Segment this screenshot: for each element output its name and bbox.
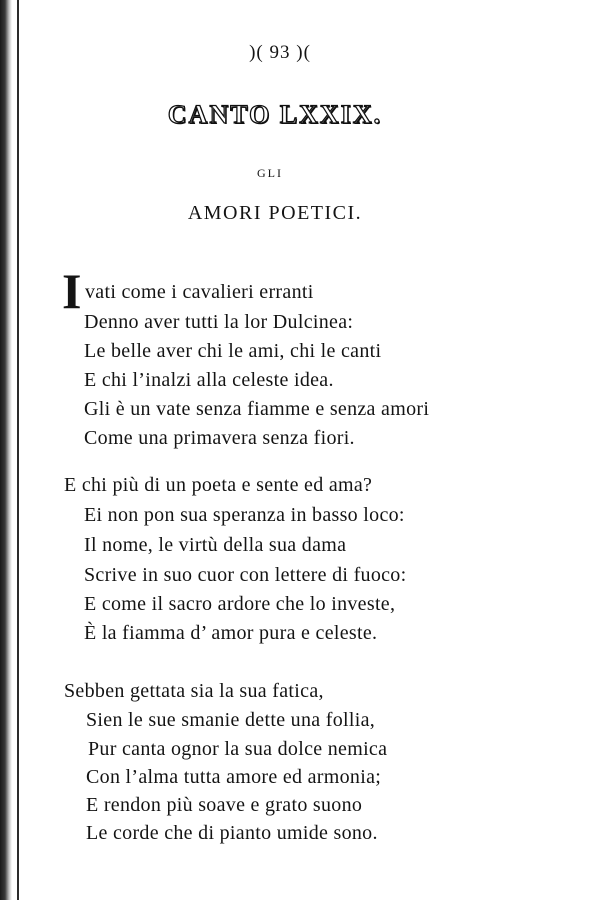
verse-line: E come il sacro ardore che lo investe,	[84, 593, 396, 615]
verse-line: E chi più di un poeta e sente ed ama?	[64, 474, 373, 496]
book-spine-shadow	[0, 0, 12, 900]
poem-title: AMORI POETICI.	[187, 202, 363, 224]
page-number: )( 93 )(	[249, 42, 311, 63]
verse-line: E chi l’inalzi alla celeste idea.	[84, 369, 334, 391]
verse-line: Il nome, le virtù della sua dama	[84, 534, 347, 556]
verse-line: Pur canta ognor la sua dolce nemica	[88, 738, 388, 760]
verse-line: Come una primavera senza fiori.	[84, 427, 355, 449]
verse-line: Le belle aver chi le ami, chi le canti	[84, 340, 382, 362]
gutter-line	[17, 0, 19, 900]
verse-line: E rendon più soave e grato suono	[86, 794, 363, 816]
verse-line: vati come i cavalieri erranti	[85, 281, 314, 303]
verse-line: Sien le sue smanie dette una follia,	[86, 709, 376, 731]
drop-cap: I	[62, 263, 82, 319]
canto-title: CANTO LXXIX.	[167, 100, 383, 129]
verse-line: Le corde che di pianto umide sono.	[86, 822, 378, 844]
verse-line: Gli è un vate senza fiamme e senza amori	[84, 398, 430, 420]
verse-line: Sebben gettata sia la sua fatica,	[64, 680, 324, 702]
subtitle-article: GLI	[257, 166, 283, 180]
verse-line: Con l’alma tutta amore ed armonia;	[86, 766, 382, 788]
verse-line: Denno aver tutti la lor Dulcinea:	[84, 311, 354, 333]
verse-line: È la fiamma d’ amor pura e celeste.	[84, 622, 378, 644]
verse-line: Ei non pon sua speranza in basso loco:	[84, 504, 405, 526]
verse-line: Scrive in suo cuor con lettere di fuoco:	[84, 564, 407, 586]
